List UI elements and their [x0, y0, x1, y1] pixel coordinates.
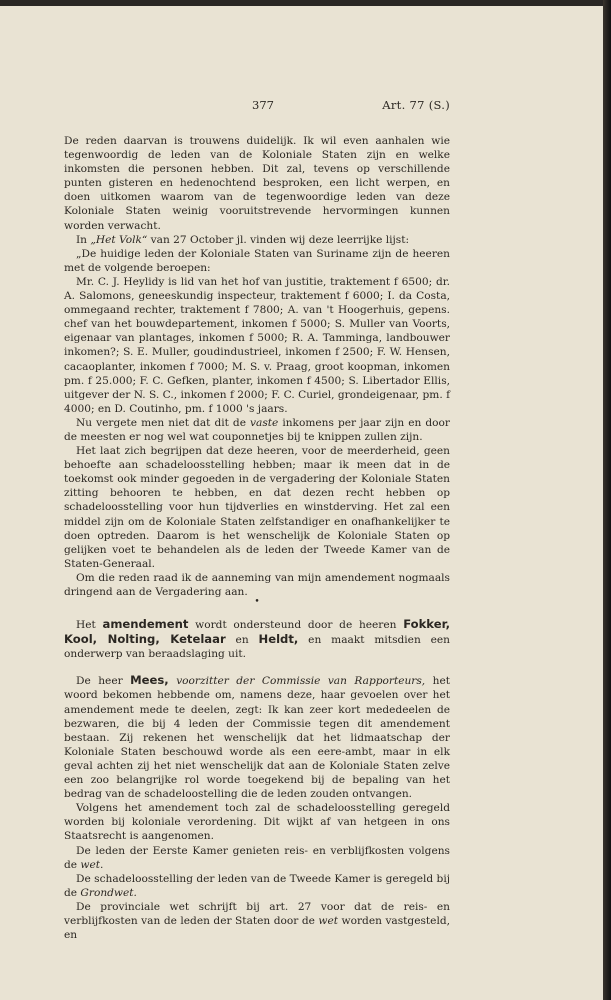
book-spine: [603, 0, 611, 1000]
page-number: 377: [252, 98, 274, 112]
paragraph: De provinciale wet schrijft bij art. 27 voor dat de reis- en verblijfkosten van de leden der Staten door de wet worden vastgesteld, en: [64, 900, 450, 942]
paragraph: De schadeloosstelling der leden van de Tweede Kamer is geregeld bij de Grondwet.: [64, 872, 450, 899]
paragraph: Nu vergete men niet dat dit de vaste inkomens per jaar zijn en door de meesten er nog wel wat couponnetjes bij te knippen zullen zijn.: [64, 416, 450, 443]
paragraph: „De huidige leden der Koloniale Staten van Suriname zijn de heeren met de volgende beroepen:: [64, 247, 450, 274]
paragraph: Volgens het amendement toch zal de schadeloosstelling geregeld worden bij koloniale verordening. Dit wijkt af van hetgeen in ons Staatsrecht is aangenomen.: [64, 802, 450, 843]
section-mark: •: [254, 597, 260, 608]
paragraph: Het amendement wordt ondersteund door de heeren Fokker, Kool, Nolting, Ketelaar en Heldt, en maakt mitsdien een onderwerp van beraadslaging uit.: [64, 617, 450, 661]
text-block: [64, 98, 450, 942]
paragraph: Mr. C. J. Heylidy is lid van het hof van justitie, traktement f 6500; dr. A. Salomons, geneeskundig inspecteur, traktement f 6000; I. da Costa, ommegaand rechter, traktement f 7800; A. van 't Hoogerhuis, gepens. chef van het bouwdepartement, inkomen f 5000; S. Muller van Voorts, eigenaar van plantages, inkomen f 5000; R. A. Tamminga, landbouwer inkomen?; S. E. Muller, goudindustrieel, inkomen f 2500; F. W. Hensen, cacaoplanter, inkomen f 7000; M. S. v. Praag, groot koopman, inkomen pm. f 25.000; F. C. Gefken, planter, inkomen f 4500; S. Libertador Ellis, uitgever der N. S. C., inkomen f 2000; F. C. Curiel, grondeigenaar, pm. f 4000; en D. Coutinho, pm. f 1000 's jaars.: [64, 275, 450, 415]
paragraph: Om die reden raad ik de aanneming van mijn amendement nogmaals dringend aan de Vergadering aan.: [64, 571, 450, 598]
article-reference: Art. 77 (S.): [382, 98, 450, 112]
paragraph: Het laat zich begrijpen dat deze heeren, voor de meerderheid, geen behoefte aan schadeloosstelling hebben; maar ik meen dat in de toekomst ook minder gegoeden in de vergadering der Koloniale Staten zitting behooren te hebben, en dat dezen recht hebben op schadeloosstelling voor hun tijdverlies en winstderving. Het zal een middel zijn om de Koloniale Staten zelfstandiger en onafhankelijker te doen optreden. Daarom is het wenschelijk de Koloniale Staten op gelijken voet te behandelen als de leden der Tweede Kamer van de Staten-Generaal.: [64, 445, 450, 570]
running-header: [64, 98, 450, 114]
book-page: [0, 6, 603, 1000]
paragraph: De leden der Eerste Kamer genieten reis- en verblijfkosten volgens de wet.: [64, 844, 450, 871]
paragraph: De reden daarvan is trouwens duidelijk. Ik wil even aanhalen wie tegenwoordig de leden van de Koloniale Staten zijn en welke inkomsten die personen hebben. Dit zal, tevens op verschillende punten gisteren en hedenochtend besproken, een licht werpen, en doen uitkomen waarom van de tegenwoordige leden van deze Koloniale Staten weinig vooruitstrevende hervormingen kunnen worden verwacht.: [64, 135, 450, 232]
paragraph: In „Het Volk“ van 27 October jl. vinden wij deze leerrijke lijst:: [76, 233, 410, 246]
paragraph: De heer Mees, voorzitter der Commissie van Rapporteurs, het woord bekomen hebbende om, namens deze, haar gevoelen over het amendement mede te deelen, zegt: Ik kan zeer kort mededeelen de bezwaren, die bij 4 leden der Commissie tegen dit amendement bestaan. Zij rekenen het wenschelijk dat het lidmaatschap der Koloniale Staten beschouwd worde als een eere-ambt, maar in elk geval achten zij het niet wenschelijk dat aan de Koloniale Staten zelve een zoo belangrijke rol worde toegekend bij de bepaling van het bedrag van de schadeloostelling die de leden zouden ontvangen.: [64, 673, 451, 801]
